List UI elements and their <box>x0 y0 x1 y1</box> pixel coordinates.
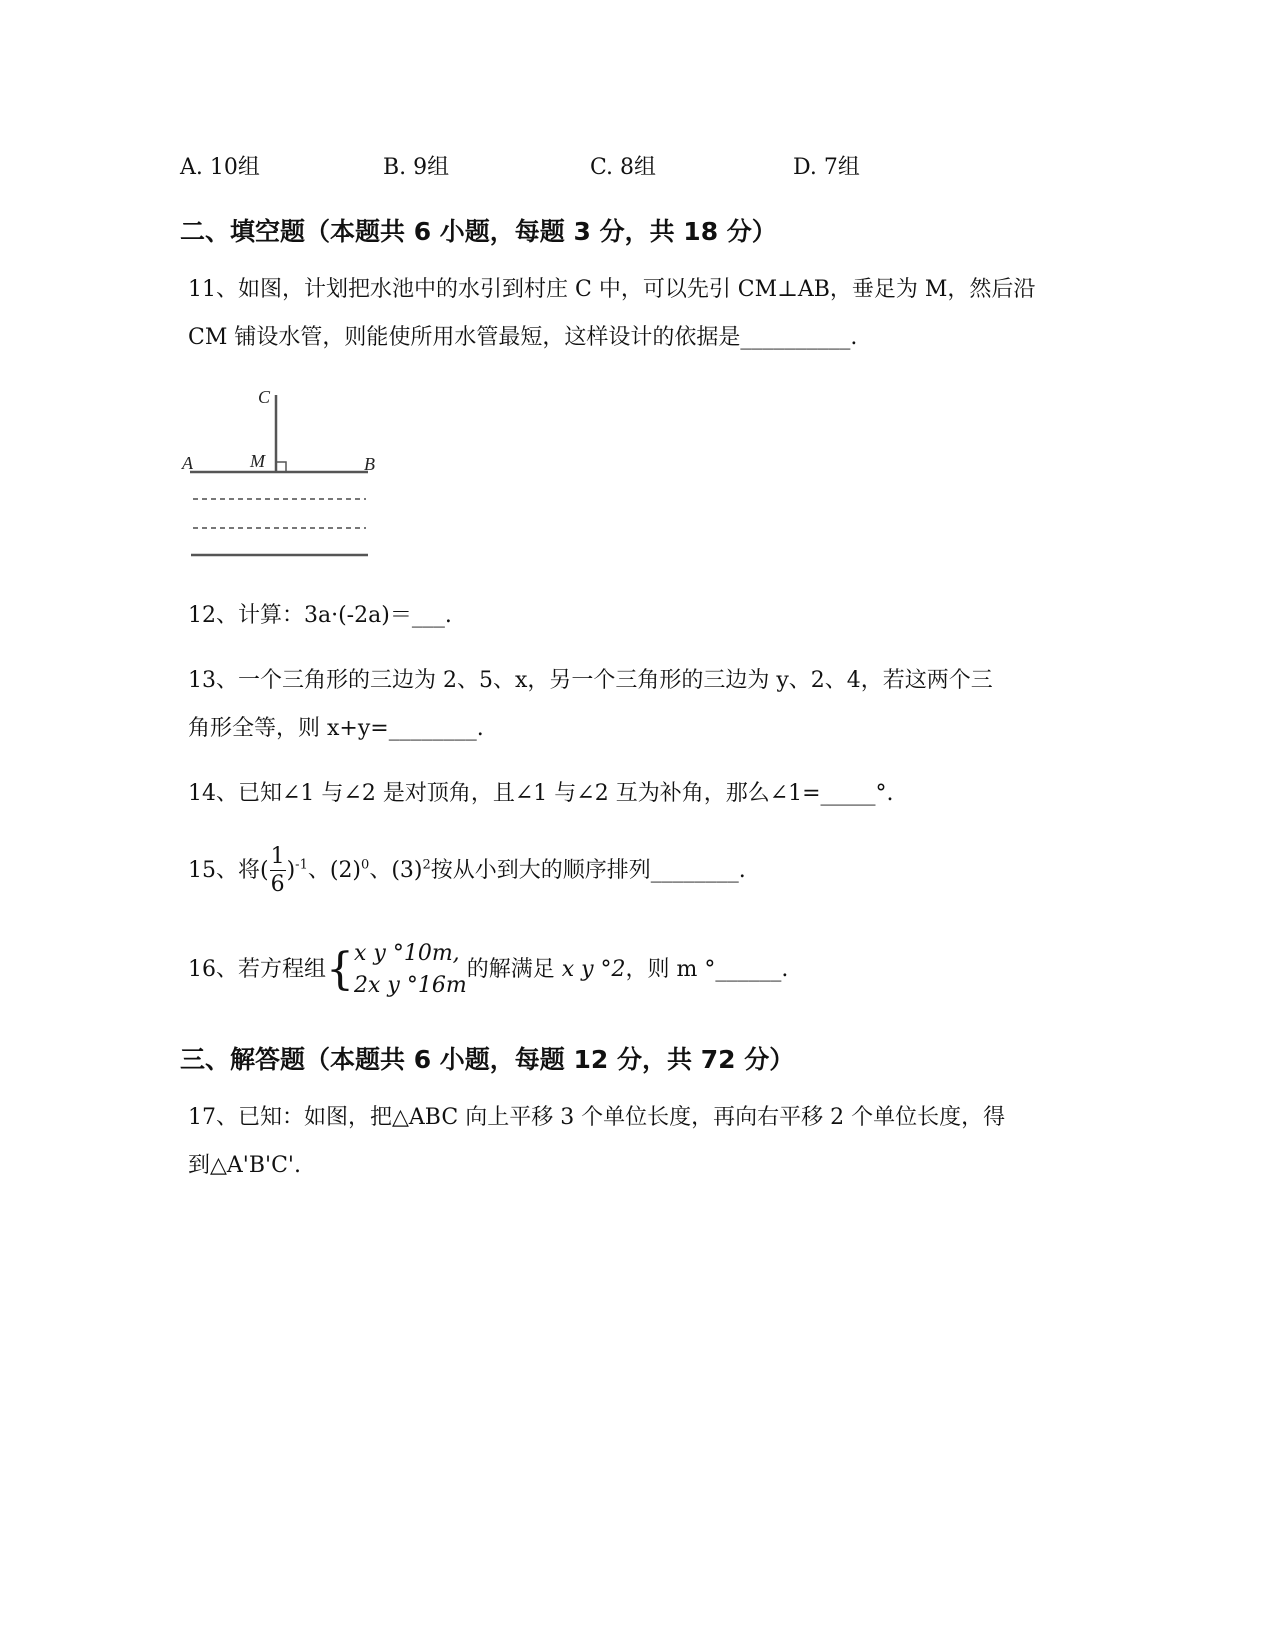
left-brace-icon: { <box>326 943 354 995</box>
q16-suffix: ，则 m °______. <box>625 956 789 982</box>
fraction-denominator: 6 <box>270 872 285 897</box>
q16-condition: x y °2 <box>561 956 626 982</box>
option-b: B. 9组 <box>383 155 450 180</box>
label-m: M <box>250 451 265 471</box>
q15-exp1: -1 <box>295 857 308 873</box>
question-15 <box>188 846 746 896</box>
q15-exp3: 2 <box>422 857 431 873</box>
question-11-line-1: 11、如图，计划把水池中的水引到村庄 C 中，可以先引 CM⊥AB，垂足为 M，然后沿 <box>188 277 1036 302</box>
question-17-line-2: 到△A'B'C'. <box>188 1153 301 1178</box>
equation-1: x y °10m, <box>354 941 460 966</box>
q15-suffix: 按从小到大的顺序排列________. <box>430 858 746 883</box>
question-12: 12、计算：3a·(-2a)＝___. <box>188 603 452 628</box>
q15-part2: 2) <box>338 858 362 883</box>
option-c: C. 8组 <box>590 155 657 180</box>
q15-exp2: 0 <box>361 857 370 873</box>
label-b: B <box>364 454 375 474</box>
question-11-line-2: CM 铺设水管，则能使所用水管最短，这样设计的依据是__________. <box>188 325 858 350</box>
q15-mid2: 、( <box>307 858 339 883</box>
question-11-figure <box>182 387 388 570</box>
question-17-line-1: 17、已知：如图，把△ABC 向上平移 3 个单位长度，再向右平移 2 个单位长度，得 <box>188 1105 1006 1130</box>
q15-mid1: ) <box>286 858 296 883</box>
option-a: A. 10组 <box>180 155 260 180</box>
section-2-heading: 二、填空题（本题共 6 小题，每题 3 分，共 18 分） <box>180 217 777 246</box>
q15-part3: 3) <box>399 858 423 883</box>
question-14: 14、已知∠1 与∠2 是对顶角，且∠1 与∠2 互为补角，那么∠1=_____°. <box>188 781 894 806</box>
right-angle-mark <box>276 462 286 472</box>
question-13-line-2: 角形全等，则 x+y=________. <box>188 716 484 741</box>
q15-prefix: 15、将( <box>188 858 269 883</box>
section-3-heading: 三、解答题（本题共 6 小题，每题 12 分，共 72 分） <box>180 1045 795 1074</box>
equation-system <box>354 938 467 1002</box>
fraction-numerator: 1 <box>270 844 285 869</box>
q16-prefix: 16、若方程组 <box>188 956 326 982</box>
equation-2: 2x y °16m <box>354 972 467 998</box>
q16-middle: 的解满足 <box>466 956 555 982</box>
label-a: A <box>182 453 193 473</box>
q15-mid3: 、( <box>369 858 400 883</box>
option-d: D. 7组 <box>793 155 860 180</box>
fraction <box>270 846 286 896</box>
question-13-line-1: 13、一个三角形的三边为 2、5、x，另一个三角形的三边为 y、2、4，若这两个三 <box>188 668 993 693</box>
label-c: C <box>258 387 271 407</box>
question-16 <box>188 938 788 1002</box>
